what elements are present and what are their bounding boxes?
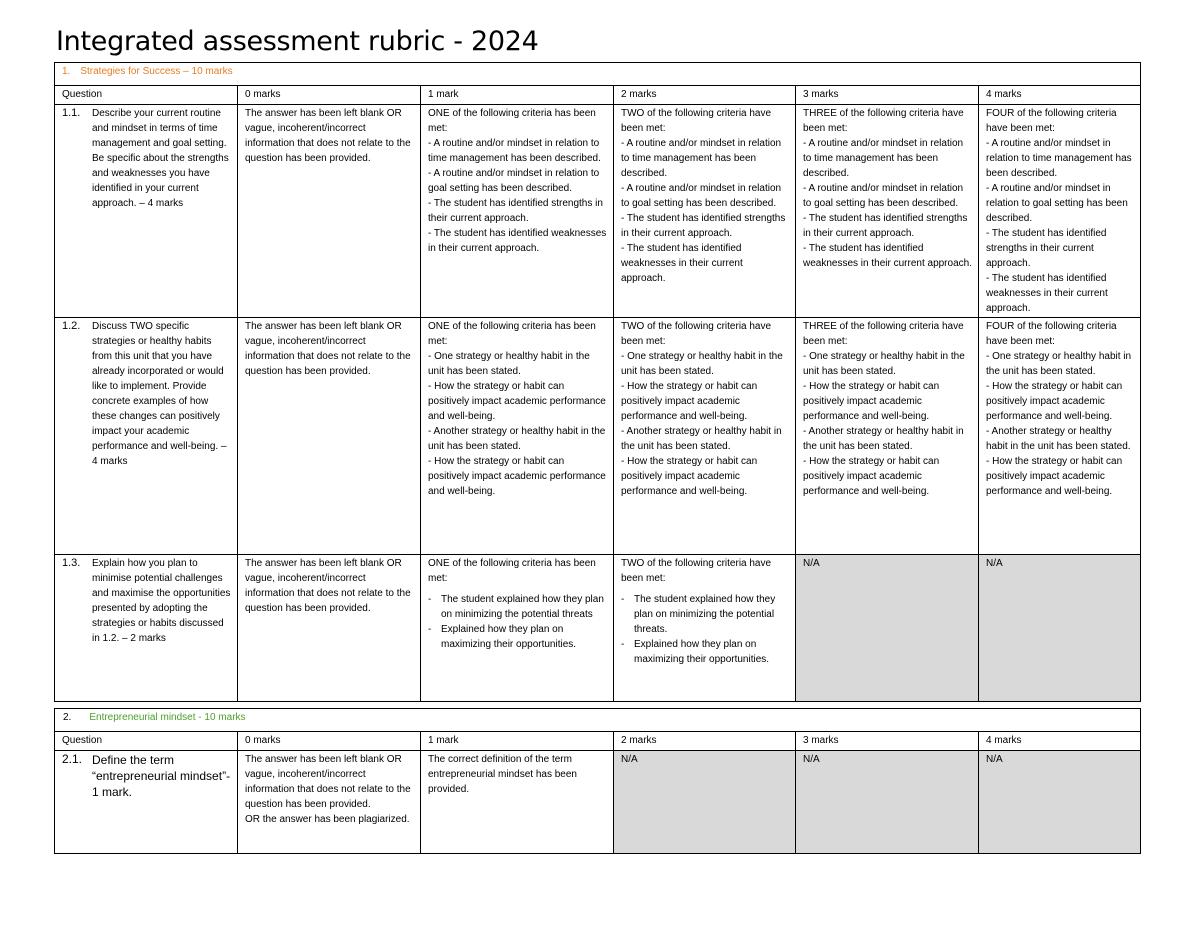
criteria-line: - Another strategy or healthy habit in the unit has been stated. (428, 426, 606, 452)
criteria-line: - The student has identified strengths in their current approach. (803, 213, 968, 239)
criteria-line: - Another strategy or healthy habit in the unit has been stated. (986, 426, 1131, 452)
criteria-list (621, 592, 789, 667)
criteria-1-mark (421, 105, 614, 318)
criteria-line: - A routine and/or mindset in relation to goal setting has been described. (986, 183, 1128, 224)
list-item: - Explained how they plan on maximizing their opportunities. (428, 622, 607, 652)
criteria-line: - A routine and/or mindset in relation to time management has been described. (621, 138, 782, 179)
criteria-line: The answer has been left blank OR vague, incoherent/incorrect information that does not relate to the question has been provided. (245, 754, 411, 810)
header-2-marks: 2 marks (614, 732, 796, 751)
header-3-marks: 3 marks (796, 732, 979, 751)
section-2-heading (55, 709, 1141, 732)
criteria-1-mark: The correct definition of the term entrepreneurial mindset has been provided. (421, 751, 614, 854)
criteria-4-marks-na: N/A (979, 555, 1141, 702)
criteria-line: - How the strategy or habit can positively impact academic performance and well-being. (428, 381, 606, 422)
section-1-title: Strategies for Success – 10 marks (80, 66, 233, 77)
question-number: 2.1. (62, 752, 83, 766)
header-4-marks: 4 marks (979, 732, 1141, 751)
page-title: Integrated assessment rubric - 2024 (56, 26, 539, 57)
criteria-line: - How the strategy or habit can positively impact academic performance and well-being. (621, 456, 758, 497)
criteria-list (428, 592, 607, 652)
criteria-0-marks: The answer has been left blank OR vague, incoherent/incorrect information that does not relate to the question has been provided. (238, 555, 421, 702)
criteria-line: - A routine and/or mindset in relation to goal setting has been described. (428, 168, 600, 194)
question-text: Describe your current routine and mindset in terms of time management and goal setting. Be specific about the strengths and weaknesses you have identified in your current approach. – 4 marks (92, 108, 229, 209)
question-number: 1.2. (62, 320, 81, 332)
criteria-line: ONE of the following criteria has been met: (428, 321, 596, 347)
criteria-3-marks-na: N/A (796, 555, 979, 702)
criteria-line: - How the strategy or habit can positively impact academic performance and well-being. (986, 381, 1123, 422)
criteria-line: - A routine and/or mindset in relation to time management has been described. (803, 138, 964, 179)
header-question: Question (55, 86, 238, 105)
header-3-marks: 3 marks (796, 86, 979, 105)
section-1-header-row (55, 86, 1141, 105)
header-1-mark: 1 mark (421, 732, 614, 751)
header-0-marks: 0 marks (238, 86, 421, 105)
criteria-1-mark (421, 318, 614, 555)
criteria-line: - The student has identified strengths in their current approach. (428, 198, 603, 224)
criteria-4-marks (979, 318, 1141, 555)
section-2-title: Entrepreneurial mindset - 10 marks (89, 712, 246, 723)
list-item: - The student explained how they plan on minimizing the potential threats (428, 592, 607, 622)
criteria-line: - How the strategy or habit can positively impact academic performance and well-being. (803, 456, 940, 497)
criteria-line: - A routine and/or mindset in relation to time management has been described. (428, 138, 601, 164)
criteria-3-marks-na: N/A (796, 751, 979, 854)
criteria-line: - The student has identified strengths in their current approach. (621, 213, 786, 239)
criteria-3-marks (796, 318, 979, 555)
criteria-line: - A routine and/or mindset in relation to time management has been described. (986, 138, 1132, 179)
question-text: Explain how you plan to minimise potential challenges and maximise the opportunities presented by adopting the strategies or habits discussed in 1.2. – 2 marks (92, 558, 231, 644)
question-text: Define the term “entrepreneurial mindset”- 1 mark. (92, 753, 231, 799)
criteria-line: - The student has identified weaknesses in their current approach. (803, 243, 972, 269)
question-number: 1.1. (62, 107, 81, 119)
criteria-line: - How the strategy or habit can positively impact academic performance and well-being. (986, 456, 1123, 497)
section-1-heading (55, 63, 1141, 86)
criteria-line: - The student has identified weaknesses in their current approach. (986, 273, 1108, 314)
criteria-2-marks (614, 105, 796, 318)
header-2-marks: 2 marks (614, 86, 796, 105)
question-cell (55, 318, 238, 555)
criteria-0-marks: The answer has been left blank OR vague, incoherent/incorrect information that does not relate to the question has been provided. (238, 318, 421, 555)
table-row-1-1 (55, 105, 1141, 318)
section-1-number: 1. (62, 66, 71, 77)
criteria-4-marks-na: N/A (979, 751, 1141, 854)
criteria-4-marks (979, 105, 1141, 318)
criteria-intro: TWO of the following criteria have been met: (621, 558, 772, 584)
criteria-intro: ONE of the following criteria has been met: (428, 558, 596, 584)
criteria-line: ONE of the following criteria has been met: (428, 108, 596, 134)
section-2-number: 2. (63, 712, 72, 723)
criteria-2-marks (614, 318, 796, 555)
criteria-line: - The student has identified strengths in their current approach. (986, 228, 1107, 269)
list-item: - Explained how they plan on maximizing their opportunities. (621, 637, 789, 667)
rubric-table-section-1 (54, 62, 1141, 702)
list-item: - The student explained how they plan on minimizing the potential threats. (621, 592, 789, 637)
section-2-heading-row (55, 709, 1141, 732)
header-0-marks: 0 marks (238, 732, 421, 751)
question-text: Discuss TWO specific strategies or healthy habits from this unit that you have already incorporated or would like to implement. Provide concrete examples of how these changes can positively impact your academic performance and well-being. – 4 marks (92, 321, 227, 467)
criteria-line: - The student has identified weaknesses in their current approach. (621, 243, 743, 284)
section-1-heading-row (55, 63, 1141, 86)
criteria-line: - How the strategy or habit can positively impact academic performance and well-being. (621, 381, 758, 422)
header-1-mark: 1 mark (421, 86, 614, 105)
criteria-line: TWO of the following criteria have been met: (621, 108, 772, 134)
criteria-line: - Another strategy or healthy habit in the unit has been stated. (803, 426, 964, 452)
criteria-line: THREE of the following criteria have been met: (803, 108, 964, 134)
criteria-line: - One strategy or healthy habit in the unit has been stated. (621, 351, 783, 377)
criteria-line: - How the strategy or habit can positively impact academic performance and well-being. (803, 381, 940, 422)
question-cell (55, 555, 238, 702)
criteria-line: - The student has identified weaknesses in their current approach. (428, 228, 607, 254)
criteria-line: THREE of the following criteria have been met: (803, 321, 964, 347)
criteria-line: - Another strategy or healthy habit in the unit has been stated. (621, 426, 782, 452)
header-question: Question (55, 732, 238, 751)
criteria-line: - One strategy or healthy habit in the unit has been stated. (986, 351, 1132, 377)
criteria-line: - A routine and/or mindset in relation to goal setting has been described. (621, 183, 782, 209)
criteria-3-marks (796, 105, 979, 318)
header-4-marks: 4 marks (979, 86, 1141, 105)
criteria-2-marks (614, 555, 796, 702)
criteria-1-mark (421, 555, 614, 702)
question-number: 1.3. (62, 557, 81, 569)
table-row-2-1 (55, 751, 1141, 854)
question-cell (55, 751, 238, 854)
table-row-1-3 (55, 555, 1141, 702)
criteria-line: FOUR of the following criteria have been met: (986, 108, 1117, 134)
question-cell (55, 105, 238, 318)
section-2-header-row (55, 732, 1141, 751)
criteria-line: - One strategy or healthy habit in the unit has been stated. (428, 351, 590, 377)
rubric-table-section-2 (54, 708, 1141, 854)
criteria-0-marks: The answer has been left blank OR vague, incoherent/incorrect information that does not relate to the question has been provided. (238, 105, 421, 318)
criteria-line: - A routine and/or mindset in relation to goal setting has been described. (803, 183, 964, 209)
criteria-line: - One strategy or healthy habit in the unit has been stated. (803, 351, 965, 377)
criteria-2-marks-na: N/A (614, 751, 796, 854)
criteria-line: FOUR of the following criteria have been met: (986, 321, 1117, 347)
table-row-1-2 (55, 318, 1141, 555)
criteria-line: - How the strategy or habit can positively impact academic performance and well-being. (428, 456, 606, 497)
criteria-line: TWO of the following criteria have been met: (621, 321, 772, 347)
criteria-line: OR the answer has been plagiarized. (245, 814, 410, 825)
criteria-0-marks (238, 751, 421, 854)
